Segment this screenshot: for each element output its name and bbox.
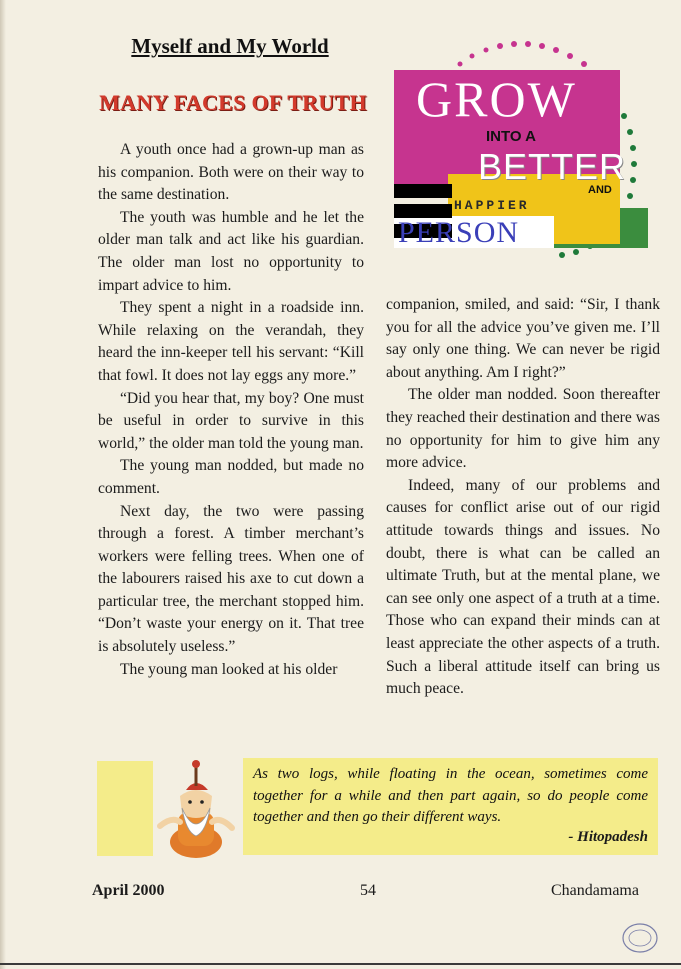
story-paragraph: The older man nodded. Soon thereafter they reached their destination and there was no opportunity for him to give him any more advice.: [386, 386, 660, 472]
magazine-name: Chandamama: [551, 882, 639, 899]
banner-grow-text: GROW: [416, 71, 577, 127]
page-bottom-rule: [0, 963, 681, 965]
banner-and-text: AND: [588, 184, 612, 196]
quote-text: As two logs, while floating in the ocean, sometimes come together for a while and then part again, so do people come together and then go their different ways.: [253, 766, 648, 825]
story-paragraph: Indeed, many of our problems and causes for conflict arise out of our rigid attitude towards things and issues. No doubt, there is what can be called an ultimate Truth, but at the mental plane, we can see only one aspect of a truth at a time. Those who can expand their minds can at least appreciate the other aspects of a truth. Such a liberal attitude itself can bring us much peace.: [386, 476, 660, 698]
story-title: MANY FACES OF TRUTH: [99, 90, 367, 115]
library-stamp-icon: [620, 920, 660, 956]
section-title: Myself and My World: [131, 34, 329, 58]
banner-person-text: PERSON: [398, 216, 520, 249]
footer-month: April 2000: [92, 882, 165, 899]
story-paragraph: The young man nodded, but made no comment.: [98, 457, 364, 497]
page-edge-shadow: [0, 0, 6, 969]
quote-box: [243, 758, 658, 855]
quote-author: - Hitopadesh: [568, 829, 648, 845]
page-number: 54: [360, 882, 376, 899]
story-paragraph: They spent a night in a roadside inn. While relaxing on the verandah, they heard the inn-keeper tell his servant: “Kill that fowl. It does not lay eggs any more.”: [98, 299, 364, 384]
story-right-column: [386, 294, 660, 701]
story-paragraph: The young man looked at his older: [120, 660, 338, 678]
story-paragraph: A youth once had a grown-up man as his companion. Both were on their way to the same destination.: [98, 141, 364, 204]
quote-side-panel: [97, 761, 153, 856]
story-left-column: [98, 139, 364, 681]
grow-banner: [390, 66, 652, 254]
story-paragraph: The youth was humble and he let the older man talk and act like his guardian. The older man lost no opportunity to impart advice to him.: [98, 208, 364, 294]
banner-into-a-text: INTO A: [486, 128, 537, 145]
banner-better-text: BETTER: [478, 146, 627, 187]
banner-black-stripe: [394, 184, 452, 198]
banner-happier-text: HAPPIER: [454, 198, 530, 213]
story-paragraph: “Did you hear that, my boy? One must be useful in order to survive in this world,” the older man told the young man.: [98, 389, 364, 452]
story-paragraph: companion, smiled, and said: “Sir, I thank you for all the advice you’ve given me. I’ll say only one thing. We can never be rigid about anything. Am I right?”: [386, 296, 660, 381]
sage-illustration-icon: [150, 756, 242, 860]
story-paragraph: Next day, the two were passing through a forest. A timber merchant’s workers were felling trees. When one of the labourers raised his axe to cut down a particular tree, the merchant stopped him. “Don’t waste your energy on it. That tree is absolutely useless.”: [98, 502, 364, 656]
